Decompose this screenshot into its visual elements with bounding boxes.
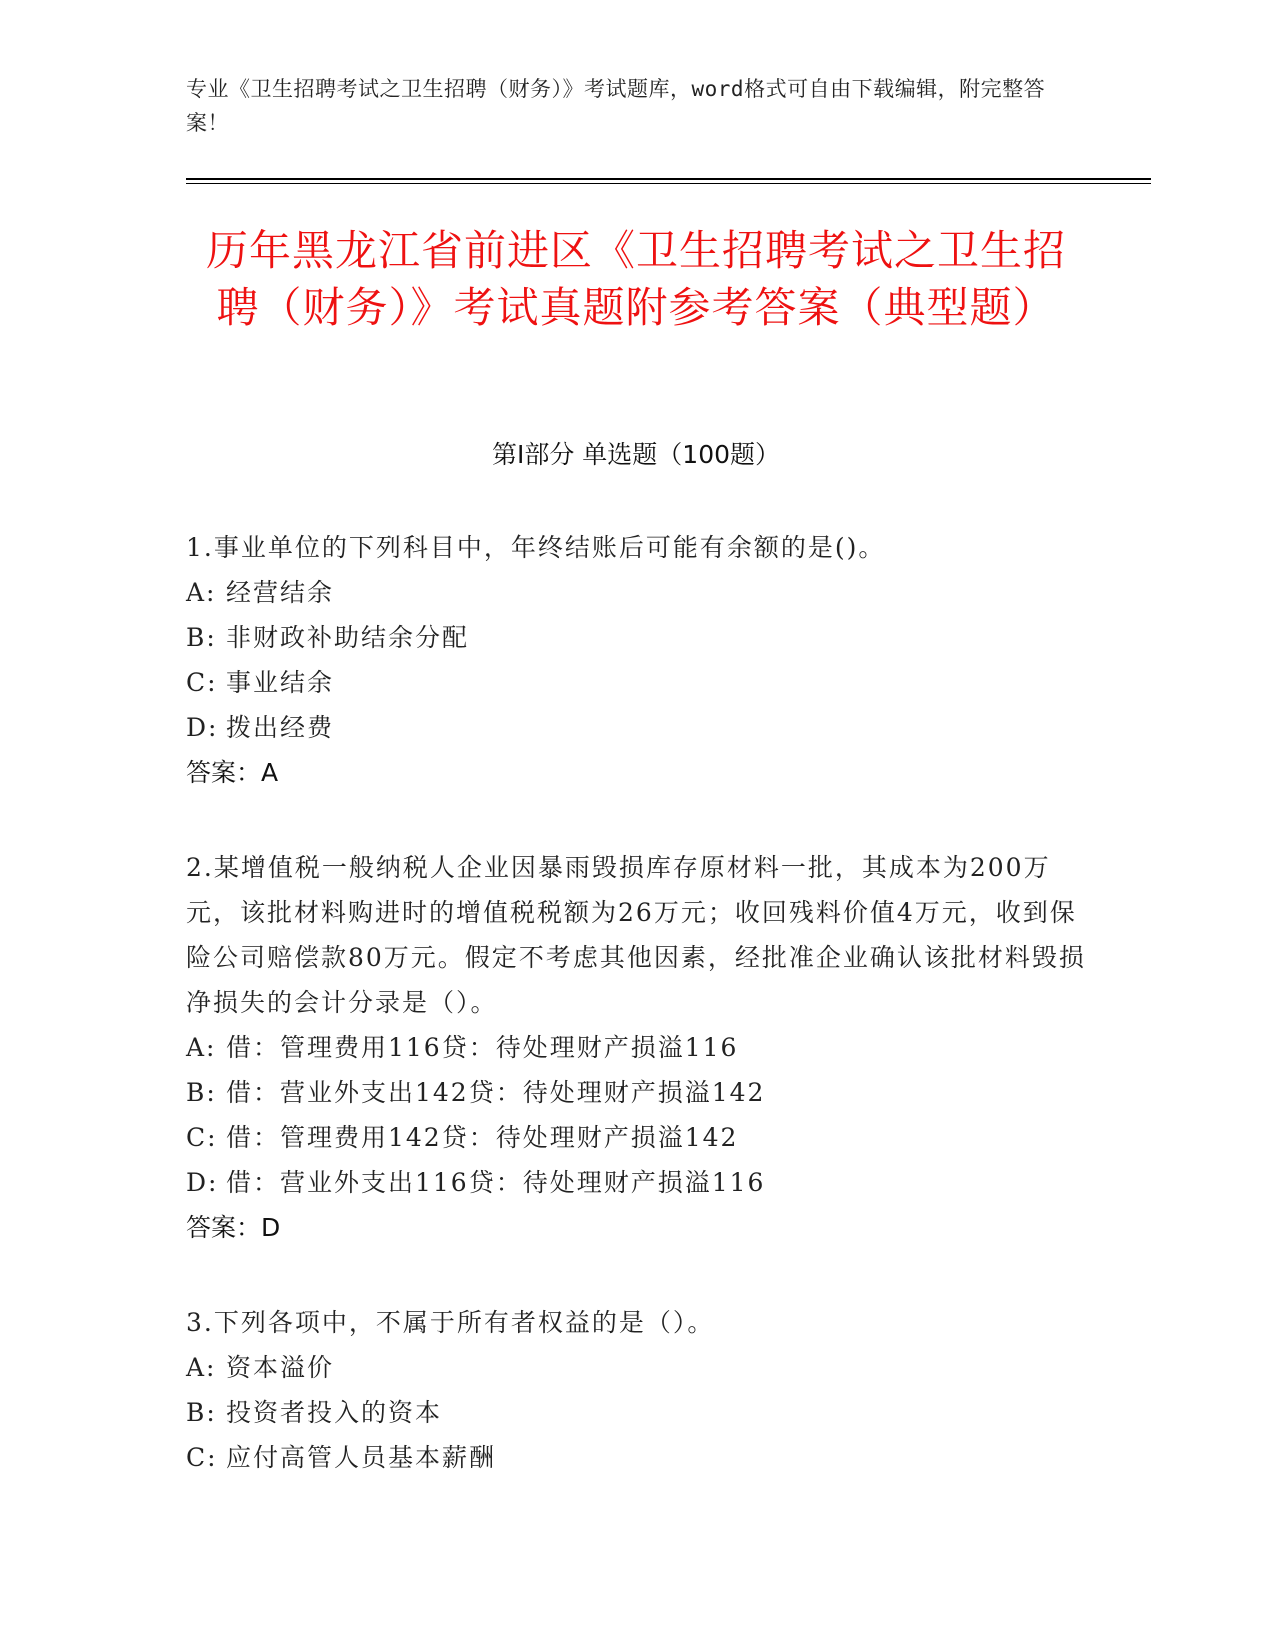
option-key: B: [186,1398,217,1427]
option-text: 事业结余 [226,668,335,697]
option-key: B: [186,1078,217,1107]
option-key: C: [186,1443,218,1472]
option-text: 非财政补助结余分配 [226,623,470,652]
option-text: 借：营业外支出116贷：待处理财产损溢116 [226,1168,766,1197]
option-text: 借：管理费用116贷：待处理财产损溢116 [226,1033,739,1062]
option-a [186,570,1086,615]
option-text: 借：管理费用142贷：待处理财产损溢142 [226,1123,739,1152]
question-list [186,525,1086,1530]
option-c [186,1435,1086,1480]
question-1 [186,525,1086,795]
header-divider [186,178,1151,180]
option-d [186,705,1086,750]
option-key: C: [186,1123,218,1152]
option-d [186,1160,1086,1205]
question-stem: 3.下列各项中，不属于所有者权益的是（）。 [186,1308,715,1337]
option-text: 经营结余 [226,578,335,607]
header-note: 专业《卫生招聘考试之卫生招聘（财务）》考试题库，word格式可自由下载编辑，附完整答案！ [186,77,1046,135]
option-text: 拨出经费 [226,713,335,742]
option-key: C: [186,668,218,697]
option-b [186,1390,1086,1435]
option-c [186,660,1086,705]
option-key: D: [186,713,219,742]
answer-line: 答案：D [186,1213,281,1242]
question-stem: 1.事业单位的下列科目中，年终结账后可能有余额的是()。 [186,533,886,562]
answer-line: 答案：A [186,758,279,787]
document-title: 历年黑龙江省前进区《卫生招聘考试之卫生招聘（财务）》考试真题附参考答案（典型题） [205,226,1066,332]
option-key: A: [186,578,217,607]
option-b [186,615,1086,660]
option-key: A: [186,1353,217,1382]
option-a [186,1025,1086,1070]
header-divider-thin [186,183,1151,184]
option-text: 应付高管人员基本薪酬 [226,1443,497,1472]
question-stem: 2.某增值税一般纳税人企业因暴雨毁损库存原材料一批，其成本为200万元，该批材料购进时的增值税税额为26万元；收回残料价值4万元，收到保险公司赔偿款80万元。假定不考虑其他因素，经批准企业确认该批材料毁损净损失的会计分录是（）。 [186,853,1086,1017]
question-3 [186,1300,1086,1480]
option-text: 借：营业外支出142贷：待处理财产损溢142 [226,1078,766,1107]
option-key: A: [186,1033,217,1062]
option-c [186,1115,1086,1160]
option-key: B: [186,623,217,652]
option-key: D: [186,1168,219,1197]
option-b [186,1070,1086,1115]
option-text: 资本溢价 [226,1353,335,1382]
section-heading: 第Ⅰ部分 单选题（100题） [491,440,781,469]
option-text: 投资者投入的资本 [226,1398,443,1427]
question-2 [186,845,1086,1250]
option-a [186,1345,1086,1390]
